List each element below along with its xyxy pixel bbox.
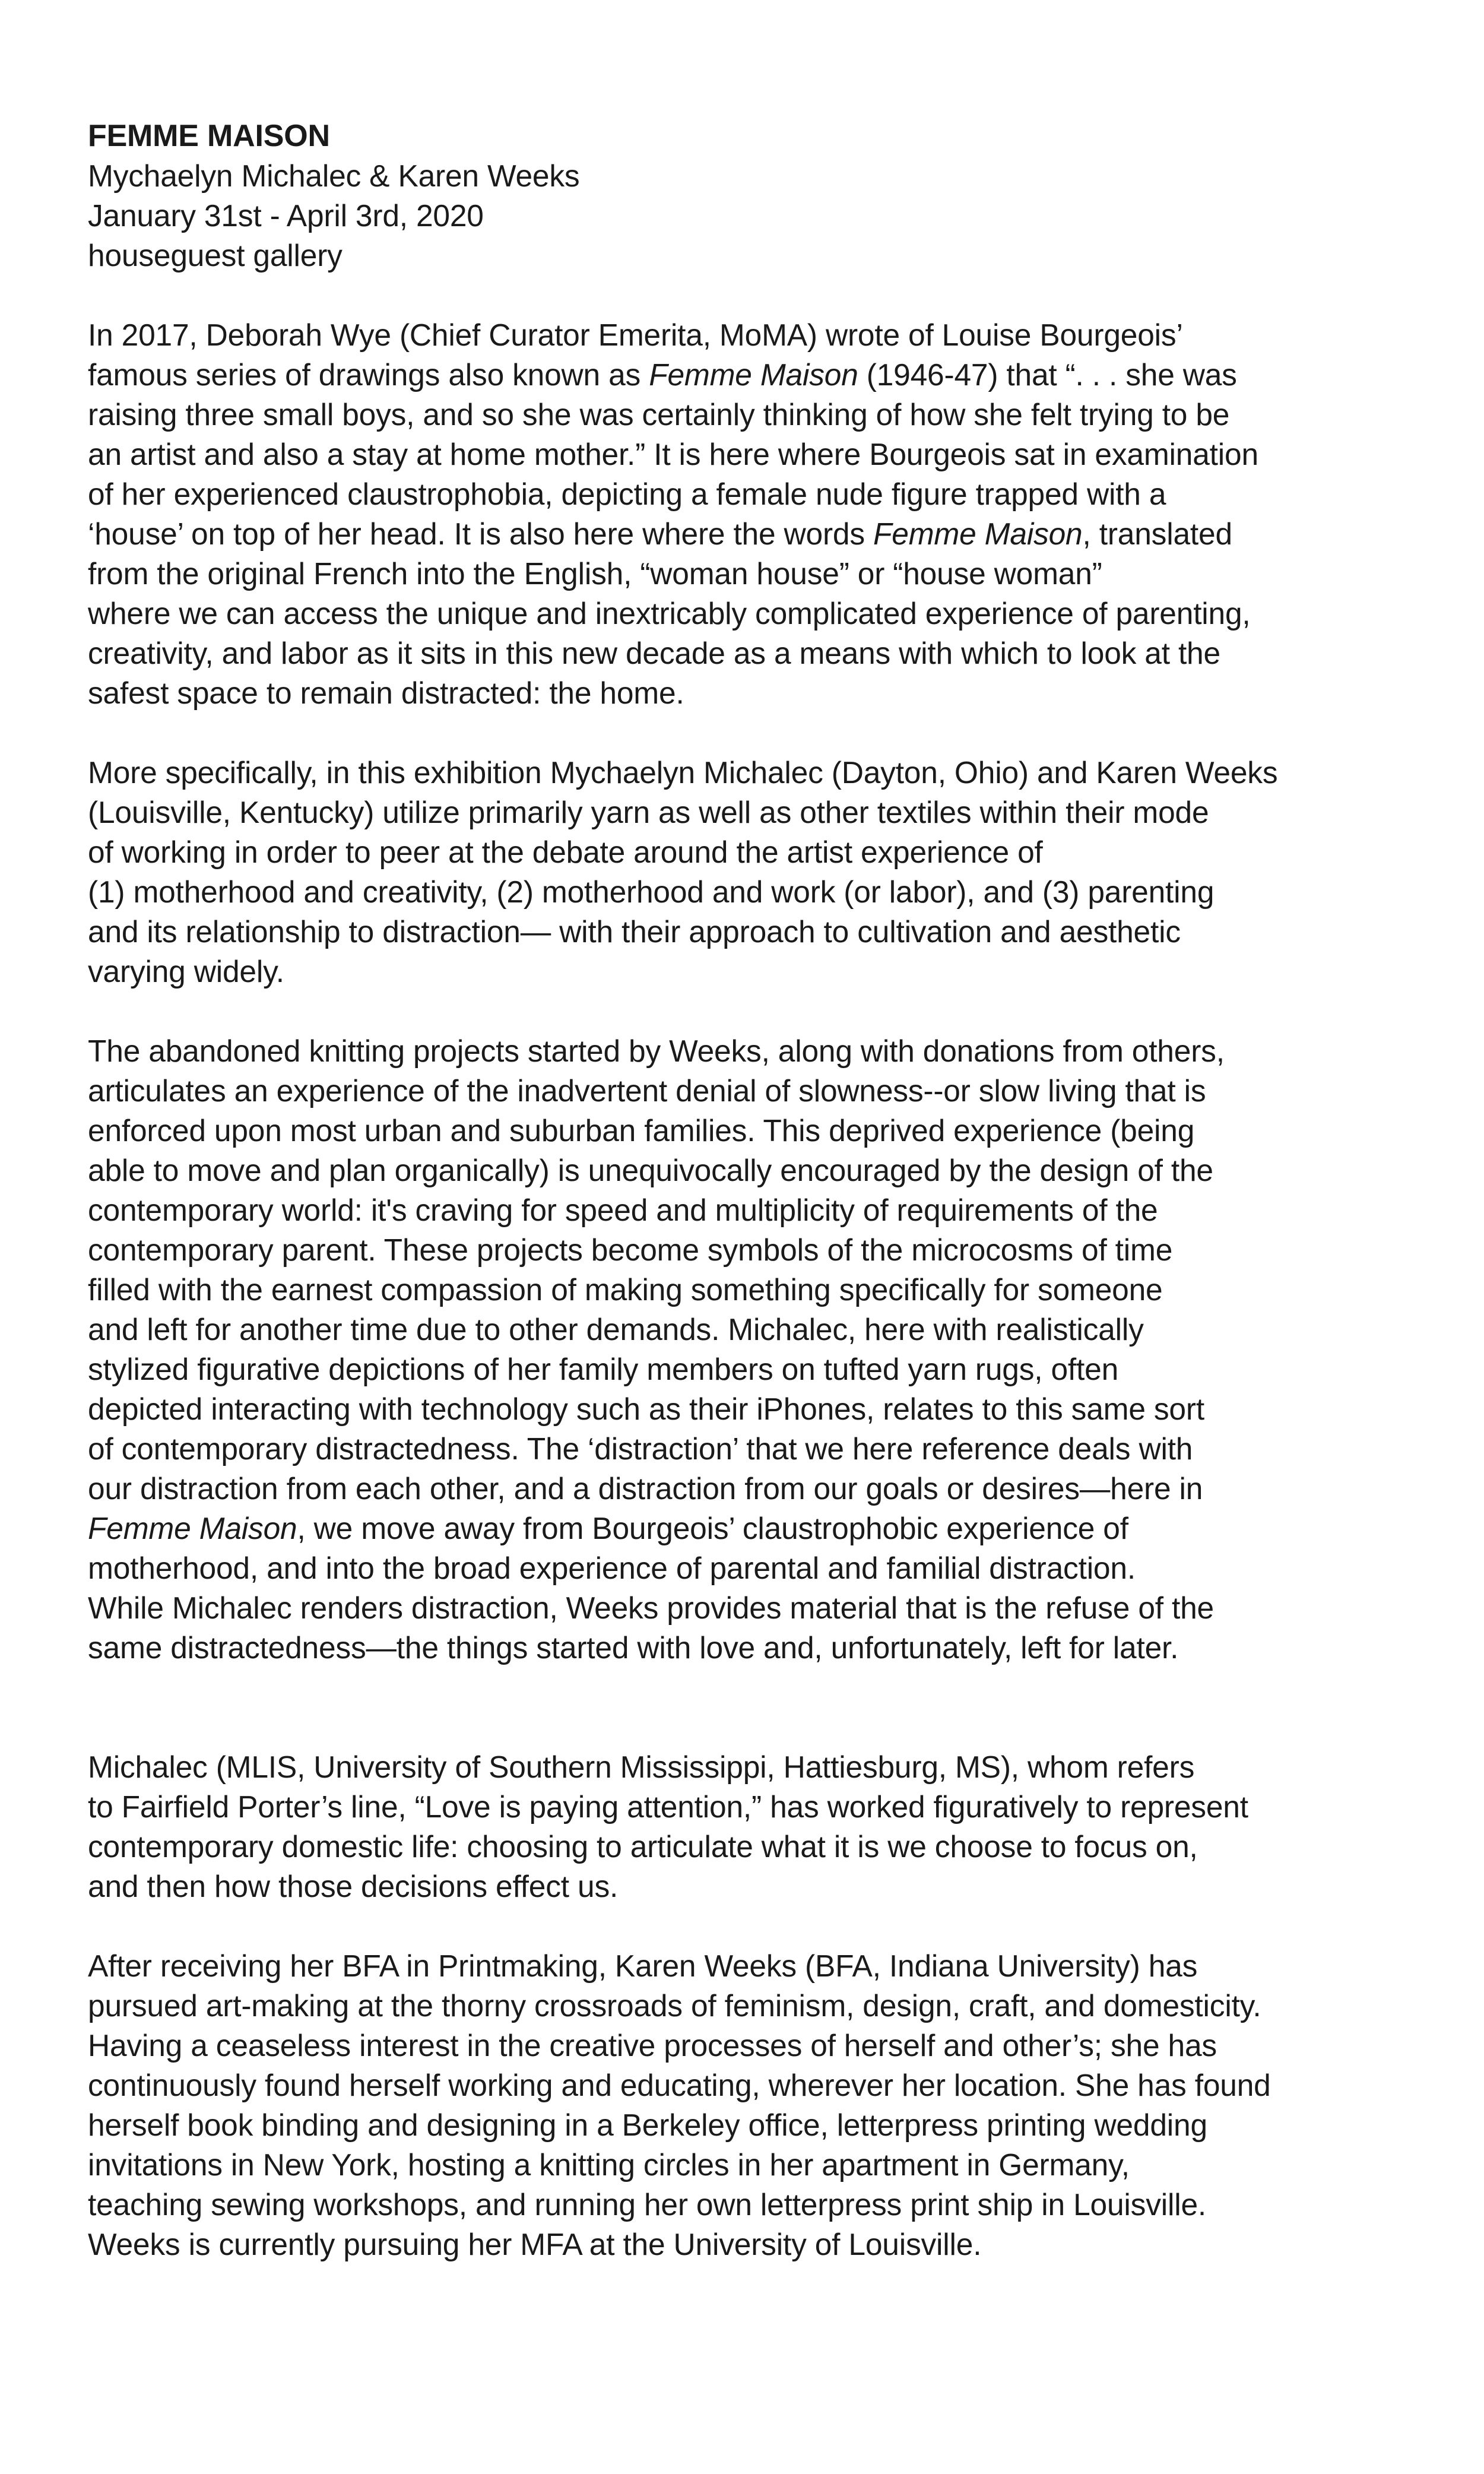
italic-title: Femme Maison	[873, 517, 1083, 551]
paragraph-4	[88, 1747, 1412, 1906]
text-line: depicted interacting with technology such as their iPhones, relates to this same sort	[88, 1392, 1204, 1426]
text-line: same distractedness—the things started with love and, unfortunately, left for later.	[88, 1630, 1179, 1665]
text-line: (1) motherhood and creativity, (2) motherhood and work (or labor), and (3) parenting	[88, 875, 1215, 909]
paragraph-2	[88, 753, 1412, 991]
text-line: safest space to remain distracted: the home.	[88, 676, 684, 710]
text-line: pursued art-making at the thorny crossroads of feminism, design, craft, and domesticity.	[88, 1988, 1261, 2023]
text-line: of working in order to peer at the debate around the artist experience of	[88, 835, 1043, 869]
text-line: varying widely.	[88, 954, 284, 989]
text-line: Weeks is currently pursuing her MFA at the University of Louisville.	[88, 2227, 982, 2261]
text-line: filled with the earnest compassion of making something specifically for someone	[88, 1272, 1163, 1307]
text-line: invitations in New York, hosting a knitting circles in her apartment in Germany,	[88, 2147, 1130, 2182]
text-line: The abandoned knitting projects started by Weeks, along with donations from others,	[88, 1034, 1225, 1068]
paragraph-3	[88, 1031, 1412, 1668]
header-block	[88, 116, 1412, 275]
document-body	[88, 116, 1412, 2264]
text-line: contemporary domestic life: choosing to articulate what it is we choose to focus on,	[88, 1829, 1198, 1864]
exhibition-title: FEMME MAISON	[88, 119, 330, 153]
text-line: where we can access the unique and inextricably complicated experience of parenting,	[88, 596, 1251, 631]
text-line: continuously found herself working and educating, wherever her location. She has found	[88, 2068, 1271, 2102]
text-line: and its relationship to distraction— with their approach to cultivation and aesthetic	[88, 914, 1181, 949]
artists-line: Mychaelyn Michalec & Karen Weeks	[88, 159, 580, 193]
text-line: to Fairfield Porter’s line, “Love is paying attention,” has worked figuratively to represent	[88, 1789, 1248, 1824]
dates-line: January 31st - April 3rd, 2020	[88, 198, 484, 233]
text-line: able to move and plan organically) is unequivocally encouraged by the design of the	[88, 1153, 1213, 1187]
text-line: ‘house’ on top of her head. It is also here where the words Femme Maison, translated	[88, 517, 1232, 551]
text-line: of contemporary distractedness. The ‘distraction’ that we here reference deals with	[88, 1431, 1193, 1466]
text-line: from the original French into the English, “woman house” or “house woman”	[88, 556, 1102, 591]
text-line: of her experienced claustrophobia, depicting a female nude figure trapped with a	[88, 477, 1166, 511]
text-line: creativity, and labor as it sits in this new decade as a means with which to look at the	[88, 636, 1220, 670]
text-line: our distraction from each other, and a distraction from our goals or desires—here in	[88, 1471, 1203, 1506]
italic-title: Femme Maison	[88, 1511, 297, 1545]
text-line: enforced upon most urban and suburban families. This deprived experience (being	[88, 1113, 1195, 1148]
venue-line: houseguest gallery	[88, 238, 343, 273]
text-line: In 2017, Deborah Wye (Chief Curator Emerita, MoMA) wrote of Louise Bourgeois’	[88, 318, 1183, 352]
text-line: Michalec (MLIS, University of Southern Mississippi, Hattiesburg, MS), whom refers	[88, 1750, 1195, 1784]
text-line: contemporary world: it's craving for speed and multiplicity of requirements of the	[88, 1193, 1158, 1227]
text-line: teaching sewing workshops, and running her own letterpress print ship in Louisville.	[88, 2187, 1207, 2222]
text-line: and left for another time due to other demands. Michalec, here with realistically	[88, 1312, 1144, 1347]
paragraph-5	[88, 1946, 1412, 2264]
text-line: an artist and also a stay at home mother.” It is here where Bourgeois sat in examination	[88, 437, 1258, 471]
italic-title: Femme Maison	[649, 357, 858, 392]
text-line: motherhood, and into the broad experience of parental and familial distraction.	[88, 1551, 1136, 1585]
text-line: (Louisville, Kentucky) utilize primarily yarn as well as other textiles within their mode	[88, 795, 1209, 829]
text-line: famous series of drawings also known as Femme Maison (1946-47) that “. . . she was	[88, 357, 1237, 392]
text-line: contemporary parent. These projects become symbols of the microcosms of time	[88, 1233, 1173, 1267]
text-line: stylized figurative depictions of her family members on tufted yarn rugs, often	[88, 1352, 1119, 1386]
text-line: articulates an experience of the inadvertent denial of slowness--or slow living that is	[88, 1073, 1206, 1108]
text-line: Having a ceaseless interest in the creative processes of herself and other’s; she has	[88, 2028, 1217, 2063]
text-line: More specifically, in this exhibition Mychaelyn Michalec (Dayton, Ohio) and Karen Weeks	[88, 755, 1278, 790]
text-line: raising three small boys, and so she was certainly thinking of how she felt trying to be	[88, 397, 1230, 432]
text-line: After receiving her BFA in Printmaking, Karen Weeks (BFA, Indiana University) has	[88, 1949, 1198, 1983]
text-line: While Michalec renders distraction, Weeks provides material that is the refuse of the	[88, 1591, 1214, 1625]
text-line: and then how those decisions effect us.	[88, 1869, 619, 1903]
paragraph-1	[88, 315, 1412, 713]
text-line: herself book binding and designing in a Berkeley office, letterpress printing wedding	[88, 2108, 1207, 2142]
text-line: Femme Maison, we move away from Bourgeois’ claustrophobic experience of	[88, 1511, 1128, 1545]
